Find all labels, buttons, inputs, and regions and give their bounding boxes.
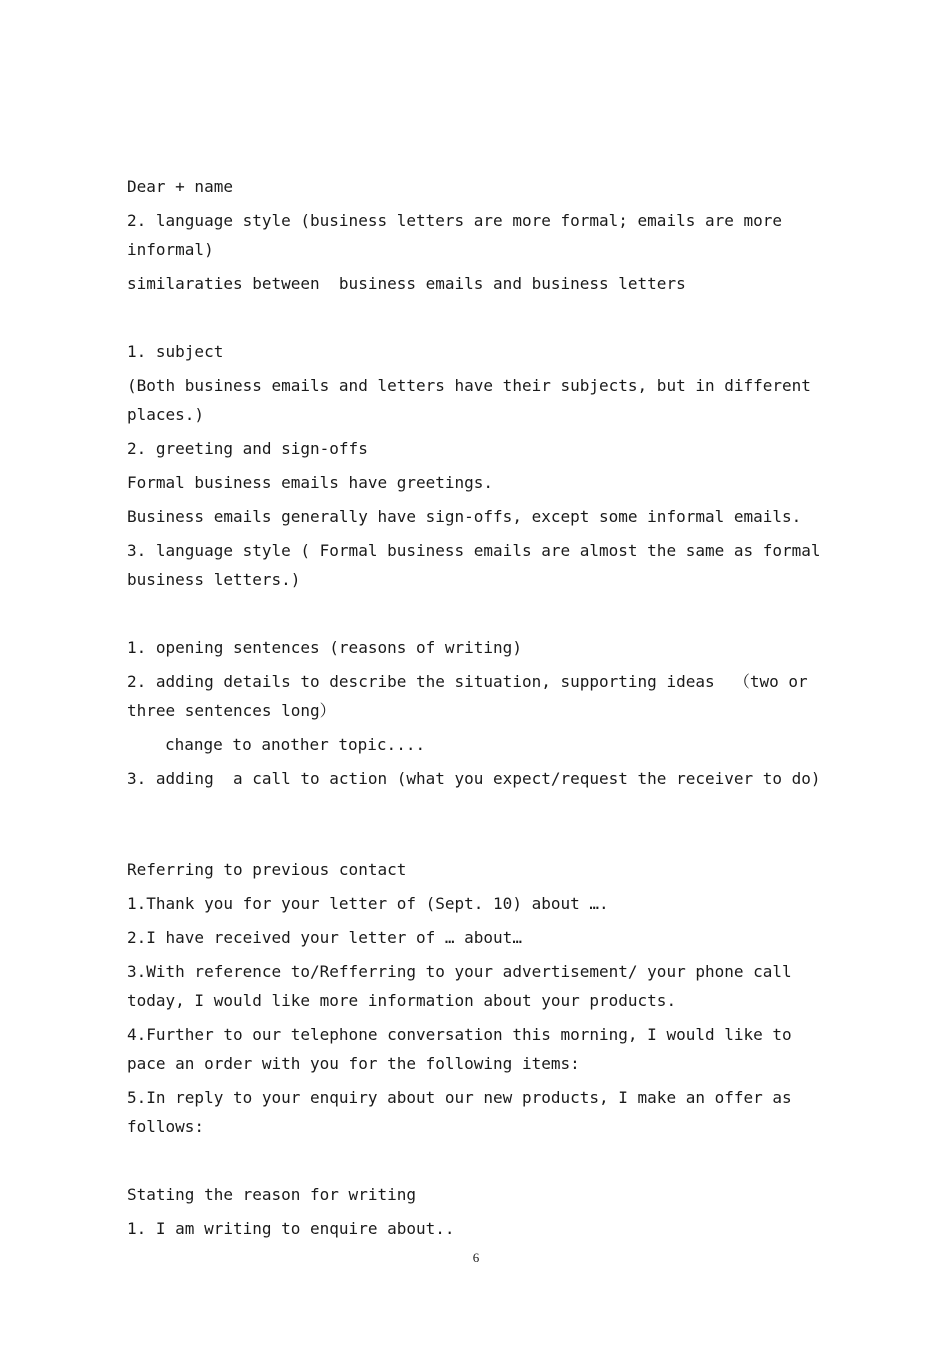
text-line: similaraties between business emails and business letters (127, 274, 686, 293)
text-line: Dear + name (127, 177, 233, 196)
text-line: 4.Further to our telephone conversation this morning, I would like to pace an order with you for the following items: (127, 1025, 802, 1073)
text-line: (Both business emails and letters have their subjects, but in different places.) (127, 376, 821, 424)
text-line: 3. adding a call to action (what you expect/request the receiver to do) (127, 769, 821, 788)
blank-line (127, 599, 839, 628)
text-line: 2.I have received your letter of … about… (127, 928, 522, 947)
text-line: 1. subject (127, 342, 224, 361)
text-line: 2. adding details to describe the situation, supporting ideas （two or three sentences long） (127, 672, 818, 720)
text-line: Formal business emails have greetings. (127, 473, 494, 492)
blank-line (127, 303, 839, 332)
text-line: change to another topic.... (165, 735, 426, 754)
text-line: 1. I am writing to enquire about.. (127, 1219, 455, 1238)
document-body (127, 172, 839, 1248)
page-number: 6 (472, 1250, 480, 1265)
text-line: 3.With reference to/Refferring to your advertisement/ your phone call today, I would like more information about your products. (127, 962, 802, 1010)
text-line: 1. opening sentences (reasons of writing) (127, 638, 522, 657)
text-line: 5.In reply to your enquiry about our new products, I make an offer as follows: (127, 1088, 802, 1136)
text-line: 1.Thank you for your letter of (Sept. 10) about …. (127, 894, 609, 913)
text-line: Business emails generally have sign-offs, except some informal emails. (127, 507, 802, 526)
text-line: 2. greeting and sign-offs (127, 439, 368, 458)
text-line: Stating the reason for writing (127, 1185, 416, 1204)
text-line: 3. language style ( Formal business emails are almost the same as formal business letters.) (127, 541, 831, 589)
text-line: 2. language style (business letters are more formal; emails are more informal) (127, 211, 792, 259)
text-line: Referring to previous contact (127, 860, 407, 879)
blank-line (127, 1146, 839, 1175)
